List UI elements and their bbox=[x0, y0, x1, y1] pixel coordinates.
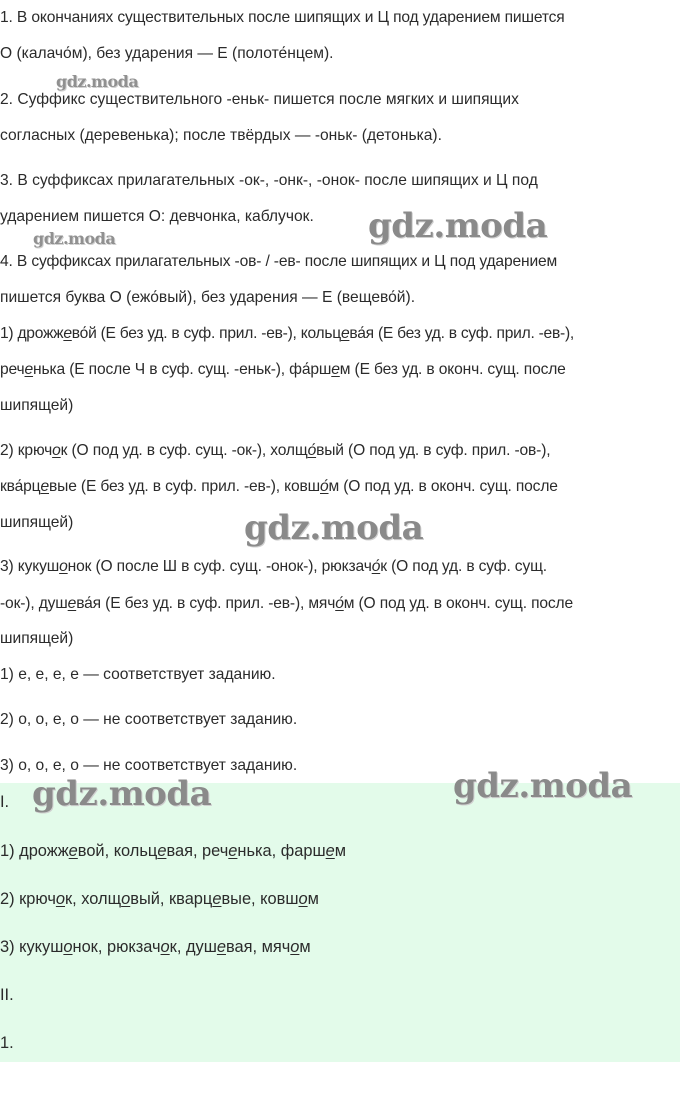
analysis-2-line-1: 2) крючок (О под уд. в суф. сущ. -ок-), холщо́вый (О под уд. в суф. прил. -ов-), bbox=[0, 442, 551, 459]
watermark-logo: gdz.moda bbox=[56, 72, 139, 91]
analysis-2-line-2: ква́рцевые (Е без уд. в суф. прил. -ев-), ковшо́м (О под уд. в оконч. сущ. после bbox=[0, 478, 558, 495]
rule-1-line-2: О (калачо́м), без ударения — Е (полоте́нцем). bbox=[0, 45, 334, 62]
check-1: 1) е, е, е, е — соответствует заданию. bbox=[0, 666, 276, 683]
watermark-logo: gdz.moda bbox=[32, 774, 212, 814]
answer-line-3: 3) кукушонок, рюкзачок, душевая, мячом bbox=[0, 938, 311, 956]
answer-line-1: 1) дрожжевой, кольцевая, реченька, фаршем bbox=[0, 842, 347, 860]
rule-3-line-1: 3. В суффиксах прилагательных -ок-, -онк-, -онок- после шипящих и Ц под bbox=[0, 172, 538, 189]
watermark-logo: gdz.moda bbox=[453, 766, 633, 806]
analysis-2-line-3: шипящей) bbox=[0, 514, 74, 531]
answer-line-2: 2) крючок, холщовый, кварцевые, ковшом bbox=[0, 890, 319, 908]
analysis-1-line-3: шипящей) bbox=[0, 397, 74, 414]
section-1-label: I. bbox=[0, 793, 10, 811]
answer-highlight-block bbox=[0, 783, 680, 1062]
watermark-logo: gdz.moda bbox=[33, 229, 116, 248]
rule-2-line-1: 2. Суффикс существительного -еньк- пишется после мягких и шипящих bbox=[0, 91, 519, 108]
rule-2-line-2: согласных (деревенька); после твёрдых — -оньк- (детонька). bbox=[0, 127, 442, 144]
watermark-logo: gdz.moda bbox=[368, 206, 548, 246]
rule-4-line-2: пишется буква О (ежо́вый), без ударения — Е (вещево́й). bbox=[0, 289, 416, 306]
check-3: 3) о, о, е, о — не соответствует заданию. bbox=[0, 757, 298, 774]
watermark-logo: gdz.moda bbox=[244, 508, 424, 548]
analysis-3-line-2: -ок-), душева́я (Е без уд. в суф. прил. -ев-), мячо́м (О под уд. в оконч. сущ. после bbox=[0, 595, 574, 612]
section-2-label: II. bbox=[0, 986, 14, 1004]
rule-1-line-1: 1. В окончаниях существительных после шипящих и Ц под ударением пишется bbox=[0, 9, 565, 26]
rule-4-line-1: 4. В суффиксах прилагательных -ов- / -ев- после шипящих и Ц под ударением bbox=[0, 253, 558, 270]
section-2-item-1: 1. bbox=[0, 1034, 14, 1052]
analysis-3-line-1: 3) кукушонок (О после Ш в суф. сущ. -онок-), рюкзачо́к (О под уд. в суф. сущ. bbox=[0, 558, 547, 575]
analysis-3-line-3: шипящей) bbox=[0, 630, 74, 647]
check-2: 2) о, о, е, о — не соответствует заданию. bbox=[0, 711, 298, 728]
rule-3-line-2: ударением пишется О: девчонка, каблучок. bbox=[0, 208, 314, 225]
analysis-1-line-2: реченька (Е после Ч в суф. сущ. -еньк-), фа́ршем (Е без уд. в оконч. сущ. после bbox=[0, 361, 566, 378]
analysis-1-line-1: 1) дрожжево́й (Е без уд. в суф. прил. -ев-), кольцева́я (Е без уд. в суф. прил. -ев-), bbox=[0, 325, 574, 342]
